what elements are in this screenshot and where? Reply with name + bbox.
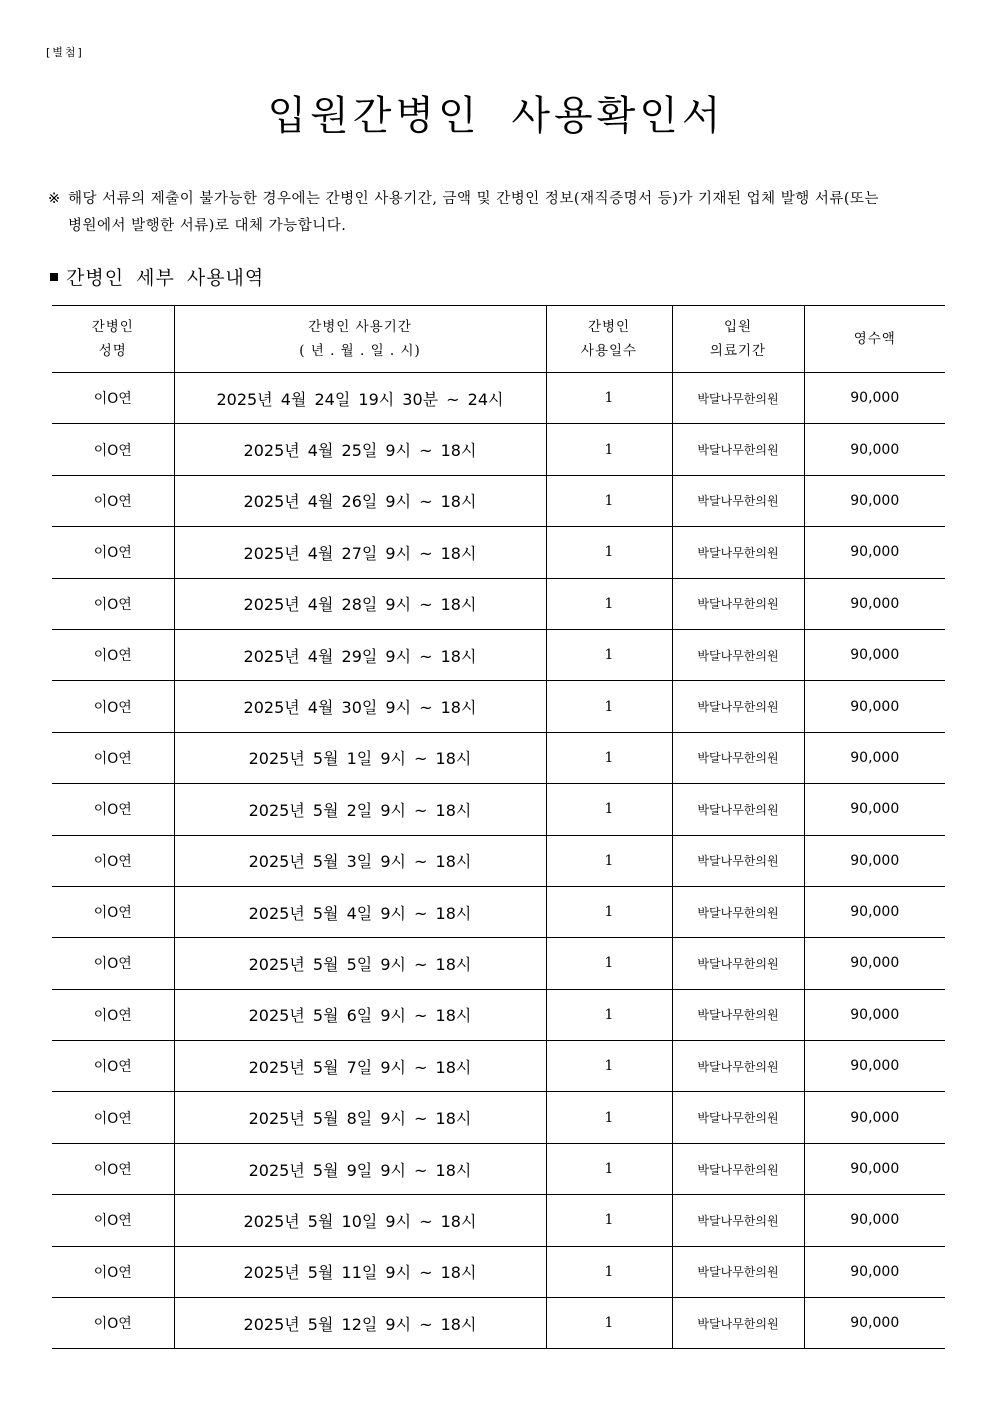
table-row: [52, 1092, 945, 1143]
usage-days-cell: 1: [546, 681, 672, 732]
usage-period-cell: 2025년 4월 30일 9시 ~ 18시: [174, 681, 546, 732]
hospital-cell: 박달나무한의원: [672, 681, 804, 732]
amount-cell: 90,000: [804, 989, 945, 1040]
document-title: 입원간병인 사용확인서: [267, 93, 725, 139]
usage-period-cell: 2025년 5월 1일 9시 ~ 18시: [174, 732, 546, 783]
caregiver-name-cell: 이O연: [52, 886, 174, 937]
hospital-cell: 박달나무한의원: [672, 784, 804, 835]
usage-period-cell: 2025년 5월 7일 9시 ~ 18시: [174, 1041, 546, 1092]
caregiver-name-cell: 이O연: [52, 424, 174, 475]
notice-line-1: [48, 186, 948, 213]
caregiver-name-cell: 이O연: [52, 938, 174, 989]
caregiver-usage-table: [52, 305, 945, 1349]
table-row: [52, 527, 945, 578]
reference-mark-icon: ※: [48, 191, 61, 207]
header-usage-period: 간병인 사용기간 ( 년 . 월 . 일 . 시): [174, 306, 546, 373]
amount-cell: 90,000: [804, 1143, 945, 1194]
usage-period-cell: 2025년 5월 5일 9시 ~ 18시: [174, 938, 546, 989]
caregiver-name-cell: 이O연: [52, 527, 174, 578]
usage-days-cell: 1: [546, 475, 672, 526]
table-header-row: [52, 306, 945, 373]
header-hospital: 입원 의료기간: [672, 306, 804, 373]
usage-days-cell: 1: [546, 784, 672, 835]
usage-days-cell: 1: [546, 424, 672, 475]
amount-cell: 90,000: [804, 1041, 945, 1092]
usage-period-cell: 2025년 4월 27일 9시 ~ 18시: [174, 527, 546, 578]
caregiver-name-cell: 이O연: [52, 1092, 174, 1143]
caregiver-name-cell: 이O연: [52, 1195, 174, 1246]
header-amount: 영수액: [804, 306, 945, 373]
hospital-cell: 박달나무한의원: [672, 475, 804, 526]
usage-days-cell: 1: [546, 1298, 672, 1349]
amount-cell: 90,000: [804, 784, 945, 835]
caregiver-name-cell: 이O연: [52, 835, 174, 886]
amount-cell: 90,000: [804, 835, 945, 886]
usage-period-cell: 2025년 5월 2일 9시 ~ 18시: [174, 784, 546, 835]
usage-period-cell: 2025년 4월 24일 19시 30분 ~ 24시: [174, 373, 546, 424]
table-row: [52, 732, 945, 783]
usage-days-cell: 1: [546, 1143, 672, 1194]
amount-cell: 90,000: [804, 424, 945, 475]
usage-days-cell: 1: [546, 1246, 672, 1297]
usage-period-cell: 2025년 5월 9일 9시 ~ 18시: [174, 1143, 546, 1194]
usage-period-cell: 2025년 5월 4일 9시 ~ 18시: [174, 886, 546, 937]
amount-cell: 90,000: [804, 629, 945, 680]
table-row: [52, 835, 945, 886]
header-usage-days: 간병인 사용일수: [546, 306, 672, 373]
hospital-cell: 박달나무한의원: [672, 424, 804, 475]
usage-days-cell: 1: [546, 989, 672, 1040]
usage-days-cell: 1: [546, 835, 672, 886]
usage-days-cell: 1: [546, 938, 672, 989]
table-row: [52, 938, 945, 989]
caregiver-name-cell: 이O연: [52, 1246, 174, 1297]
hospital-cell: 박달나무한의원: [672, 1246, 804, 1297]
section-heading: [50, 263, 264, 290]
hospital-cell: 박달나무한의원: [672, 1143, 804, 1194]
amount-cell: 90,000: [804, 1246, 945, 1297]
amount-cell: 90,000: [804, 373, 945, 424]
hospital-cell: 박달나무한의원: [672, 1195, 804, 1246]
caregiver-name-cell: 이O연: [52, 732, 174, 783]
hospital-cell: 박달나무한의원: [672, 373, 804, 424]
usage-period-cell: 2025년 4월 26일 9시 ~ 18시: [174, 475, 546, 526]
amount-cell: 90,000: [804, 1298, 945, 1349]
caregiver-name-cell: 이O연: [52, 681, 174, 732]
notice-text-1: 해당 서류의 제출이 불가능한 경우에는 간병인 사용기간, 금액 및 간병인 정보(재직증명서 등)가 기재된 업체 발행 서류(또는: [68, 191, 880, 207]
usage-days-cell: 1: [546, 527, 672, 578]
hospital-cell: 박달나무한의원: [672, 1092, 804, 1143]
table-row: [52, 1041, 945, 1092]
table-body: [52, 373, 945, 1349]
usage-period-cell: 2025년 5월 11일 9시 ~ 18시: [174, 1246, 546, 1297]
amount-cell: 90,000: [804, 681, 945, 732]
caregiver-name-cell: 이O연: [52, 1298, 174, 1349]
usage-period-cell: 2025년 5월 12일 9시 ~ 18시: [174, 1298, 546, 1349]
hospital-cell: 박달나무한의원: [672, 835, 804, 886]
notice: [48, 186, 948, 240]
table-row: [52, 989, 945, 1040]
table-row: [52, 681, 945, 732]
amount-cell: 90,000: [804, 527, 945, 578]
amount-cell: 90,000: [804, 886, 945, 937]
caregiver-name-cell: 이O연: [52, 578, 174, 629]
hospital-cell: 박달나무한의원: [672, 1298, 804, 1349]
usage-period-cell: 2025년 4월 29일 9시 ~ 18시: [174, 629, 546, 680]
table-row: [52, 1195, 945, 1246]
table-row: [52, 424, 945, 475]
caregiver-name-cell: 이O연: [52, 475, 174, 526]
hospital-cell: 박달나무한의원: [672, 1041, 804, 1092]
amount-cell: 90,000: [804, 578, 945, 629]
amount-cell: 90,000: [804, 938, 945, 989]
hospital-cell: 박달나무한의원: [672, 989, 804, 1040]
amount-cell: 90,000: [804, 475, 945, 526]
usage-period-cell: 2025년 4월 28일 9시 ~ 18시: [174, 578, 546, 629]
hospital-cell: 박달나무한의원: [672, 732, 804, 783]
table-row: [52, 578, 945, 629]
hospital-cell: 박달나무한의원: [672, 886, 804, 937]
table-row: [52, 784, 945, 835]
usage-period-cell: 2025년 4월 25일 9시 ~ 18시: [174, 424, 546, 475]
square-bullet-icon: [50, 273, 58, 281]
usage-days-cell: 1: [546, 629, 672, 680]
usage-days-cell: 1: [546, 1092, 672, 1143]
hospital-cell: 박달나무한의원: [672, 938, 804, 989]
hospital-cell: 박달나무한의원: [672, 527, 804, 578]
caregiver-name-cell: 이O연: [52, 989, 174, 1040]
usage-period-cell: 2025년 5월 10일 9시 ~ 18시: [174, 1195, 546, 1246]
usage-days-cell: 1: [546, 373, 672, 424]
usage-days-cell: 1: [546, 578, 672, 629]
usage-period-cell: 2025년 5월 8일 9시 ~ 18시: [174, 1092, 546, 1143]
table-row: [52, 629, 945, 680]
table-row: [52, 886, 945, 937]
table-row: [52, 1246, 945, 1297]
notice-line-2: 병원에서 발행한 서류)로 대체 가능합니다.: [68, 218, 347, 234]
header-caregiver-name: 간병인 성명: [52, 306, 174, 373]
hospital-cell: 박달나무한의원: [672, 578, 804, 629]
amount-cell: 90,000: [804, 1092, 945, 1143]
table-row: [52, 1298, 945, 1349]
caregiver-name-cell: 이O연: [52, 1041, 174, 1092]
usage-days-cell: 1: [546, 886, 672, 937]
usage-days-cell: 1: [546, 1041, 672, 1092]
amount-cell: 90,000: [804, 1195, 945, 1246]
caregiver-name-cell: 이O연: [52, 784, 174, 835]
section-title: 간병인 세부 사용내역: [66, 267, 265, 289]
table-row: [52, 373, 945, 424]
usage-days-cell: 1: [546, 1195, 672, 1246]
attachment-label: [별첨]: [46, 46, 84, 59]
usage-period-cell: 2025년 5월 6일 9시 ~ 18시: [174, 989, 546, 1040]
table-row: [52, 475, 945, 526]
hospital-cell: 박달나무한의원: [672, 629, 804, 680]
usage-days-cell: 1: [546, 732, 672, 783]
caregiver-name-cell: 이O연: [52, 373, 174, 424]
usage-period-cell: 2025년 5월 3일 9시 ~ 18시: [174, 835, 546, 886]
caregiver-name-cell: 이O연: [52, 629, 174, 680]
table-row: [52, 1143, 945, 1194]
caregiver-name-cell: 이O연: [52, 1143, 174, 1194]
amount-cell: 90,000: [804, 732, 945, 783]
